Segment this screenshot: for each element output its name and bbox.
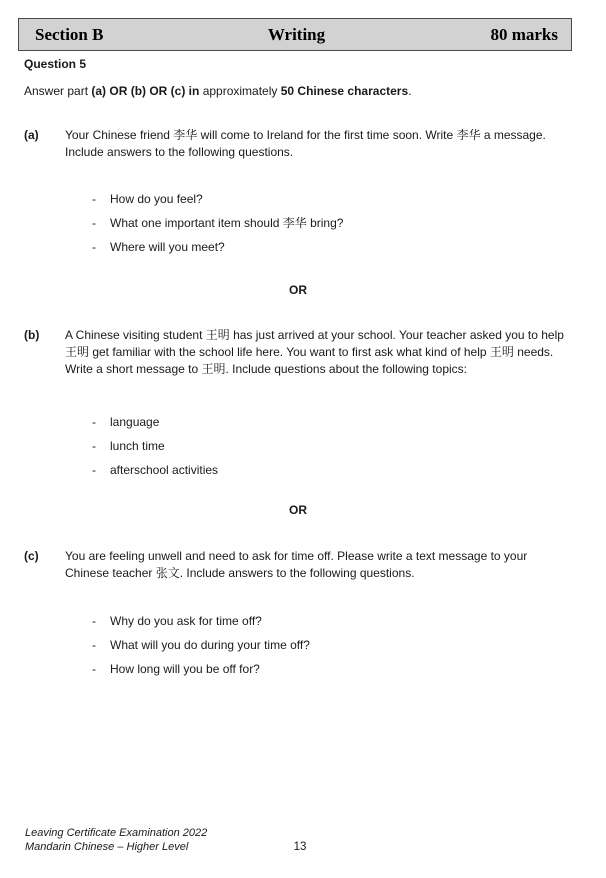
section-header-bar <box>18 18 572 51</box>
part-b-text: A Chinese visiting student 王明 has just arrived at your school. Your teacher asked you to help 王明 get familiar with the school life here. You want to first ask what kind of help 王明 needs. Write a short message to 王明. Include questions about the following topics: <box>65 328 564 376</box>
instruction-suffix: . <box>408 84 412 98</box>
instruction-middle: approximately <box>199 84 281 98</box>
bullet-text: lunch time <box>110 439 165 453</box>
bullet-text: Where will you meet? <box>110 240 225 254</box>
bullet-text: How do you feel? <box>110 192 203 206</box>
list-item <box>92 439 606 453</box>
footer-subject-line: Mandarin Chinese – Higher Level <box>25 841 189 853</box>
list-item <box>92 614 606 628</box>
bullet-text: afterschool activities <box>110 463 219 477</box>
bullet-dash-icon: - <box>92 192 96 206</box>
list-item <box>92 638 606 652</box>
bullet-dash-icon: - <box>92 415 96 429</box>
instruction-count: 50 Chinese characters <box>280 84 409 98</box>
list-item <box>92 216 606 230</box>
or-separator: OR <box>289 503 307 517</box>
list-item <box>92 463 606 477</box>
or-separator: OR <box>289 283 307 297</box>
page-number: 13 <box>293 841 307 853</box>
list-item <box>92 662 606 676</box>
part-a <box>24 127 606 161</box>
instruction-prefix: Answer part <box>24 84 92 98</box>
part-c-text: You are feeling unwell and need to ask for time off. Please write a text message to your Chinese teacher 张文. Include answers to the following questions. <box>65 549 528 580</box>
part-c-bullets <box>92 614 606 676</box>
bullet-dash-icon: - <box>92 662 96 676</box>
bullet-dash-icon: - <box>92 216 96 230</box>
list-item <box>92 415 606 429</box>
bullet-dash-icon: - <box>92 614 96 628</box>
section-label: Section B <box>35 24 104 44</box>
bullet-text: language <box>110 415 160 429</box>
marks-label: 80 marks <box>490 24 558 44</box>
part-b-bullets <box>92 415 606 477</box>
part-a-bullets <box>92 192 606 254</box>
question-number: Question 5 <box>24 57 87 71</box>
bullet-dash-icon: - <box>92 638 96 652</box>
part-c <box>24 548 606 582</box>
page-title: Writing <box>267 24 326 44</box>
list-item <box>92 192 606 206</box>
instruction-line <box>24 84 576 98</box>
list-item <box>92 240 606 254</box>
bullet-dash-icon: - <box>92 463 96 477</box>
part-b <box>24 327 606 378</box>
bullet-text: How long will you be off for? <box>110 662 260 676</box>
part-b-label: (b) <box>24 328 40 342</box>
part-c-label: (c) <box>24 549 39 563</box>
footer-exam-line: Leaving Certificate Examination 2022 <box>25 827 208 839</box>
bullet-text: What will you do during your time off? <box>110 638 310 652</box>
bullet-text: Why do you ask for time off? <box>110 614 262 628</box>
part-a-label: (a) <box>24 128 39 142</box>
bullet-dash-icon: - <box>92 439 96 453</box>
instruction-options: (a) OR (b) OR (c) in <box>91 84 200 98</box>
bullet-dash-icon: - <box>92 240 96 254</box>
part-a-text: Your Chinese friend 李华 will come to Ireland for the first time soon. Write 李华 a message. Include answers to the following questions. <box>65 128 546 159</box>
bullet-text: What one important item should 李华 bring? <box>110 216 344 230</box>
